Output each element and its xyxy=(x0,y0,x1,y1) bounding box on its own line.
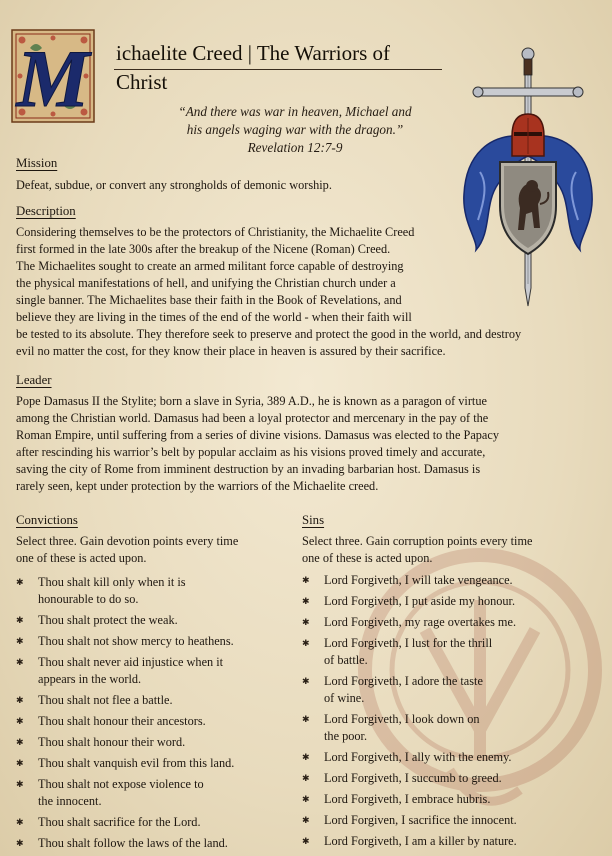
conviction-item xyxy=(16,734,300,751)
leader-line: Roman Empire, until suffering from a series of divine visions. Damasus was elected to the Papacy xyxy=(16,428,499,442)
description-line: The Michaelites sought to create an armed militant force capable of destroying xyxy=(16,259,404,273)
sin-item-line: ✱ Lord Forgiveth, I put aside my honour. xyxy=(324,594,516,608)
quote-line: his angels waging war with the dragon.” xyxy=(186,122,404,137)
leader-line: saving the city of Rome from imminent destruction by an invading barbarian host. Damasus is xyxy=(16,462,481,476)
conviction-item-line: ✱ Thou shalt follow the laws of the land. xyxy=(38,836,228,850)
conviction-item-line: ✱ Thou shalt not flee a battle. xyxy=(38,693,173,707)
sin-item-line: ✱ Lord Forgiveth, I lust for the thrill xyxy=(324,636,493,650)
conviction-item-line: ✱ Thou shalt never aid injustice when it xyxy=(38,655,224,669)
description-line: single banner. The Michaelites base their faith in the Book of Revelations, and xyxy=(16,293,402,307)
sin-item xyxy=(302,791,602,808)
conviction-item-line: ✱ Thou shalt kill only when it is xyxy=(38,575,186,589)
leader-line: among the Christian world. Damasus had been a loyal protector and mercenary in the pay of the xyxy=(16,411,489,425)
conviction-item xyxy=(16,835,300,852)
conviction-item-line: ✱ Thou shalt not expose violence to xyxy=(38,777,204,791)
sin-item-line: ✱ Lord Forgiveth, my rage overtakes me. xyxy=(324,615,517,629)
sin-item xyxy=(302,635,602,669)
sin-item-line: ✱ Lord Forgiveth, I adore the taste xyxy=(324,674,483,688)
convictions-intro-line: one of these is acted upon. xyxy=(16,551,147,565)
conviction-item-line: ✱ Thou shalt sacrifice for the Lord. xyxy=(38,815,201,829)
sin-item-line: ✱ Lord Forgiveth, I succumb to greed. xyxy=(324,771,502,785)
conviction-item-line: ✱ Thou shalt protect the weak. xyxy=(38,613,178,627)
mission-heading: Mission xyxy=(16,156,58,170)
description-text xyxy=(16,224,576,360)
sin-item xyxy=(302,770,602,787)
conviction-item-line: ✱ Thou shalt honour their ancestors. xyxy=(38,714,206,728)
description-line: first formed in the late 300s after the breakup of the Nicene (Roman) Creed. xyxy=(16,242,391,256)
sin-item xyxy=(302,593,602,610)
conviction-item xyxy=(16,692,300,709)
quote-line: “And there was war in heaven, Michael and xyxy=(178,104,412,119)
leader-text xyxy=(16,393,576,495)
quote-source: Revelation 12:7-9 xyxy=(247,140,343,155)
sin-item xyxy=(302,749,602,766)
conviction-item-line: appears in the world. xyxy=(38,672,142,686)
conviction-item xyxy=(16,776,300,810)
description-line: the physical manifestations of hell, and unifying the Christian church under a xyxy=(16,276,396,290)
sin-item xyxy=(302,812,602,829)
sin-item-line: of wine. xyxy=(324,691,365,705)
scripture-quote xyxy=(140,103,450,157)
description-heading: Description xyxy=(16,204,76,218)
conviction-item xyxy=(16,612,300,629)
leader-line: after rescinding his warrior’s belt by popular acclaim as his visions proved timely and accurate, xyxy=(16,445,486,459)
sin-item xyxy=(302,833,602,850)
conviction-item-line: ✱ Thou shalt not show mercy to heathens. xyxy=(38,634,234,648)
description-line: evil no matter the cost, for they know their place in heaven is assured by their sacrifice. xyxy=(16,344,446,358)
sin-item-line: the poor. xyxy=(324,729,368,743)
convictions-intro xyxy=(16,533,296,567)
description-line: believe they are living in the times of the end of the world - when their faith will xyxy=(16,310,412,324)
drop-cap-letter: M xyxy=(16,33,90,124)
description-line: be tested to its absolute. They therefore seek to preserve and protect the good in the world, and destroy xyxy=(16,327,522,341)
conviction-item xyxy=(16,713,300,730)
sin-item-line: ✱ Lord Forgiveth, I look down on xyxy=(324,712,480,726)
sin-item xyxy=(302,711,602,745)
sins-intro-line: Select three. Gain corruption points every time xyxy=(302,534,533,548)
page-title: ichaelite Creed | The Warriors of Christ xyxy=(116,41,391,94)
conviction-item xyxy=(16,654,300,688)
conviction-item xyxy=(16,814,300,831)
leader-line: Pope Damasus II the Stylite; born a slave in Syria, 389 A.D., he is known as a paragon of virtue xyxy=(16,394,487,408)
conviction-item xyxy=(16,574,300,608)
mission-text: Defeat, subdue, or convert any strongholds of demonic worship. xyxy=(16,178,332,192)
description-line: Considering themselves to be the protectors of Christianity, the Michaelite Creed xyxy=(16,225,415,239)
sins-intro xyxy=(302,533,602,567)
conviction-item xyxy=(16,633,300,650)
conviction-item-line: ✱ Thou shalt honour their word. xyxy=(38,735,186,749)
title-rule xyxy=(114,69,442,70)
sins-list xyxy=(302,572,602,854)
sin-item-line: ✱ Lord Forgiveth, I embrace hubris. xyxy=(324,792,491,806)
sin-item-line: ✱ Lord Forgiveth, I ally with the enemy. xyxy=(324,750,512,764)
sin-item-line: ✱ Lord Forgiveth, I will take vengeance. xyxy=(324,573,513,587)
sin-item xyxy=(302,572,602,589)
sin-item-line: of battle. xyxy=(324,653,368,667)
sin-item xyxy=(302,673,602,707)
sins-intro-line: one of these is acted upon. xyxy=(302,551,433,565)
sin-item-line: ✱ Lord Forgiveth, I am a killer by nature. xyxy=(324,834,517,848)
conviction-item-line: ✱ Thou shalt vanquish evil from this land. xyxy=(38,756,235,770)
leader-line: rarely seen, kept under protection by the warriors of the Michaelite creed. xyxy=(16,479,379,493)
conviction-item-line: honourable to do so. xyxy=(38,592,139,606)
convictions-intro-line: Select three. Gain devotion points every time xyxy=(16,534,239,548)
illuminated-letter-icon xyxy=(10,28,96,124)
sin-item xyxy=(302,614,602,631)
conviction-item xyxy=(16,755,300,772)
sins-heading: Sins xyxy=(302,513,325,527)
convictions-list xyxy=(16,574,300,856)
convictions-heading: Convictions xyxy=(16,513,78,527)
leader-heading: Leader xyxy=(16,373,52,387)
sin-item-line: ✱ Lord Forgiven, I sacrifice the innocent. xyxy=(324,813,517,827)
conviction-item-line: the innocent. xyxy=(38,794,102,808)
